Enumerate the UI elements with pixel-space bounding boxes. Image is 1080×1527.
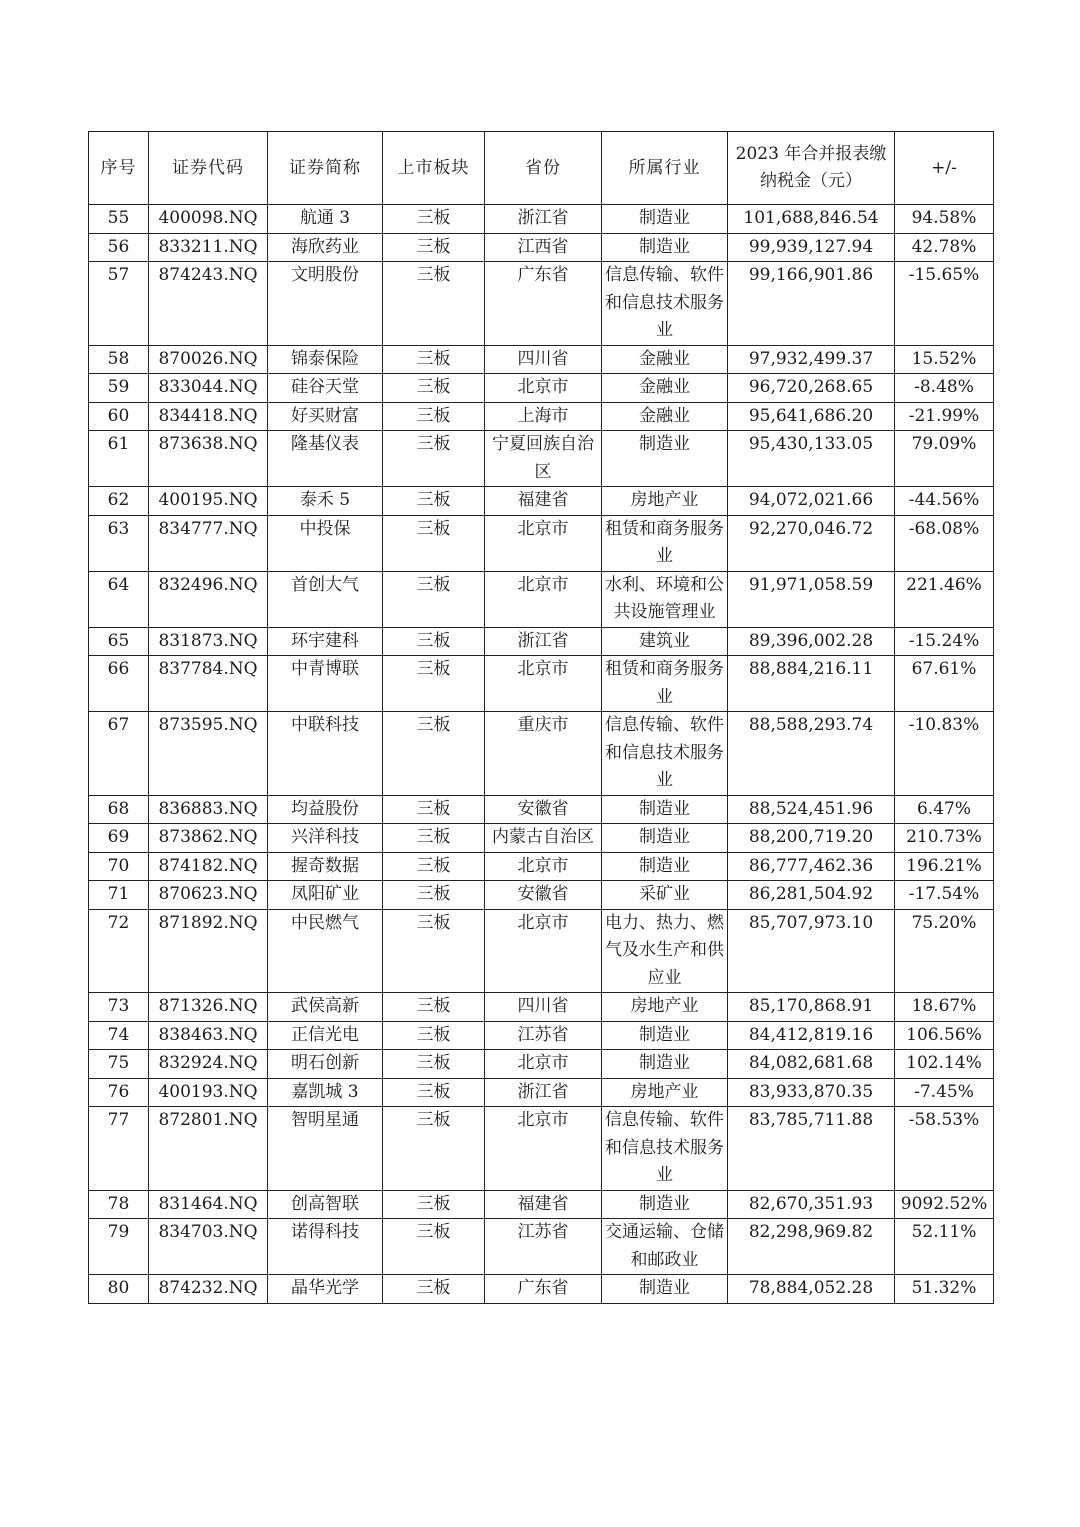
cell-province: 北京市 bbox=[485, 515, 602, 571]
cell-tax-amount: 82,670,351.93 bbox=[728, 1190, 895, 1219]
cell-board: 三板 bbox=[383, 1078, 485, 1107]
table-row bbox=[89, 233, 994, 262]
cell-tax-amount: 85,707,973.10 bbox=[728, 909, 895, 993]
cell-index: 72 bbox=[89, 909, 149, 993]
cell-board: 三板 bbox=[383, 881, 485, 910]
table-header bbox=[89, 132, 994, 205]
cell-industry: 房地产业 bbox=[602, 993, 728, 1022]
cell-code: 873638.NQ bbox=[149, 431, 268, 487]
table-row bbox=[89, 487, 994, 516]
cell-industry: 制造业 bbox=[602, 1275, 728, 1304]
cell-change: -44.56% bbox=[895, 487, 994, 516]
cell-code: 871892.NQ bbox=[149, 909, 268, 993]
cell-change: 67.61% bbox=[895, 656, 994, 712]
cell-tax-amount: 97,932,499.37 bbox=[728, 345, 895, 374]
cell-code: 870026.NQ bbox=[149, 345, 268, 374]
cell-province: 广东省 bbox=[485, 1275, 602, 1304]
cell-tax-amount: 85,170,868.91 bbox=[728, 993, 895, 1022]
cell-index: 68 bbox=[89, 795, 149, 824]
cell-tax-amount: 88,588,293.74 bbox=[728, 712, 895, 796]
cell-code: 400193.NQ bbox=[149, 1078, 268, 1107]
cell-province: 宁夏回族自治区 bbox=[485, 431, 602, 487]
cell-province: 内蒙古自治区 bbox=[485, 824, 602, 853]
cell-industry: 金融业 bbox=[602, 345, 728, 374]
table-row bbox=[89, 852, 994, 881]
cell-name: 智明星通 bbox=[268, 1107, 383, 1191]
cell-code: 832924.NQ bbox=[149, 1050, 268, 1079]
cell-code: 833044.NQ bbox=[149, 374, 268, 403]
cell-index: 76 bbox=[89, 1078, 149, 1107]
cell-change: 221.46% bbox=[895, 571, 994, 627]
cell-board: 三板 bbox=[383, 402, 485, 431]
table-row bbox=[89, 656, 994, 712]
cell-change: 94.58% bbox=[895, 205, 994, 234]
cell-name: 握奇数据 bbox=[268, 852, 383, 881]
table-row bbox=[89, 1021, 994, 1050]
cell-code: 837784.NQ bbox=[149, 656, 268, 712]
cell-board: 三板 bbox=[383, 1107, 485, 1191]
header-code: 证券代码 bbox=[149, 132, 268, 205]
cell-code: 874243.NQ bbox=[149, 262, 268, 346]
cell-change: -7.45% bbox=[895, 1078, 994, 1107]
cell-tax-amount: 99,166,901.86 bbox=[728, 262, 895, 346]
cell-code: 871326.NQ bbox=[149, 993, 268, 1022]
cell-name: 首创大气 bbox=[268, 571, 383, 627]
table-row bbox=[89, 1107, 994, 1191]
cell-board: 三板 bbox=[383, 824, 485, 853]
cell-tax-amount: 101,688,846.54 bbox=[728, 205, 895, 234]
cell-name: 中青博联 bbox=[268, 656, 383, 712]
cell-industry: 房地产业 bbox=[602, 487, 728, 516]
cell-code: 874232.NQ bbox=[149, 1275, 268, 1304]
cell-industry: 信息传输、软件和信息技术服务业 bbox=[602, 1107, 728, 1191]
cell-industry: 水利、环境和公共设施管理业 bbox=[602, 571, 728, 627]
table-row bbox=[89, 795, 994, 824]
cell-industry: 金融业 bbox=[602, 402, 728, 431]
cell-province: 浙江省 bbox=[485, 1078, 602, 1107]
cell-name: 海欣药业 bbox=[268, 233, 383, 262]
cell-code: 833211.NQ bbox=[149, 233, 268, 262]
cell-industry: 制造业 bbox=[602, 205, 728, 234]
cell-tax-amount: 78,884,052.28 bbox=[728, 1275, 895, 1304]
header-change: +/- bbox=[895, 132, 994, 205]
cell-industry: 制造业 bbox=[602, 1190, 728, 1219]
cell-industry: 建筑业 bbox=[602, 627, 728, 656]
cell-change: -68.08% bbox=[895, 515, 994, 571]
cell-province: 北京市 bbox=[485, 656, 602, 712]
cell-index: 65 bbox=[89, 627, 149, 656]
cell-name: 正信光电 bbox=[268, 1021, 383, 1050]
cell-name: 凤阳矿业 bbox=[268, 881, 383, 910]
cell-code: 834703.NQ bbox=[149, 1219, 268, 1275]
cell-province: 北京市 bbox=[485, 852, 602, 881]
cell-code: 834418.NQ bbox=[149, 402, 268, 431]
cell-province: 四川省 bbox=[485, 993, 602, 1022]
table-row bbox=[89, 374, 994, 403]
cell-industry: 金融业 bbox=[602, 374, 728, 403]
cell-change: 9092.52% bbox=[895, 1190, 994, 1219]
header-row bbox=[89, 132, 994, 205]
cell-board: 三板 bbox=[383, 627, 485, 656]
cell-name: 中投保 bbox=[268, 515, 383, 571]
table-row bbox=[89, 712, 994, 796]
cell-index: 56 bbox=[89, 233, 149, 262]
cell-name: 兴洋科技 bbox=[268, 824, 383, 853]
cell-change: 6.47% bbox=[895, 795, 994, 824]
cell-board: 三板 bbox=[383, 1219, 485, 1275]
cell-province: 广东省 bbox=[485, 262, 602, 346]
cell-code: 831873.NQ bbox=[149, 627, 268, 656]
cell-name: 隆基仪表 bbox=[268, 431, 383, 487]
cell-board: 三板 bbox=[383, 1190, 485, 1219]
header-tax-amount: 2023 年合并报表缴纳税金（元） bbox=[728, 132, 895, 205]
cell-board: 三板 bbox=[383, 431, 485, 487]
table-row bbox=[89, 1078, 994, 1107]
cell-code: 838463.NQ bbox=[149, 1021, 268, 1050]
cell-tax-amount: 84,082,681.68 bbox=[728, 1050, 895, 1079]
cell-name: 明石创新 bbox=[268, 1050, 383, 1079]
cell-province: 江苏省 bbox=[485, 1021, 602, 1050]
cell-board: 三板 bbox=[383, 795, 485, 824]
cell-change: -15.24% bbox=[895, 627, 994, 656]
cell-industry: 制造业 bbox=[602, 1021, 728, 1050]
cell-tax-amount: 88,200,719.20 bbox=[728, 824, 895, 853]
cell-province: 江苏省 bbox=[485, 1219, 602, 1275]
cell-province: 浙江省 bbox=[485, 627, 602, 656]
cell-board: 三板 bbox=[383, 656, 485, 712]
cell-industry: 租赁和商务服务业 bbox=[602, 656, 728, 712]
cell-tax-amount: 86,777,462.36 bbox=[728, 852, 895, 881]
cell-index: 66 bbox=[89, 656, 149, 712]
cell-tax-amount: 82,298,969.82 bbox=[728, 1219, 895, 1275]
cell-change: 52.11% bbox=[895, 1219, 994, 1275]
cell-index: 62 bbox=[89, 487, 149, 516]
cell-index: 74 bbox=[89, 1021, 149, 1050]
cell-change: -21.99% bbox=[895, 402, 994, 431]
cell-province: 上海市 bbox=[485, 402, 602, 431]
cell-change: -10.83% bbox=[895, 712, 994, 796]
cell-index: 59 bbox=[89, 374, 149, 403]
cell-name: 好买财富 bbox=[268, 402, 383, 431]
cell-index: 75 bbox=[89, 1050, 149, 1079]
cell-board: 三板 bbox=[383, 852, 485, 881]
cell-code: 834777.NQ bbox=[149, 515, 268, 571]
header-index: 序号 bbox=[89, 132, 149, 205]
cell-industry: 交通运输、仓储和邮政业 bbox=[602, 1219, 728, 1275]
cell-name: 航通 3 bbox=[268, 205, 383, 234]
cell-board: 三板 bbox=[383, 205, 485, 234]
cell-board: 三板 bbox=[383, 712, 485, 796]
cell-name: 创高智联 bbox=[268, 1190, 383, 1219]
cell-name: 诺得科技 bbox=[268, 1219, 383, 1275]
cell-name: 硅谷天堂 bbox=[268, 374, 383, 403]
cell-industry: 电力、热力、燃气及水生产和供应业 bbox=[602, 909, 728, 993]
cell-change: 106.56% bbox=[895, 1021, 994, 1050]
cell-index: 67 bbox=[89, 712, 149, 796]
cell-province: 福建省 bbox=[485, 487, 602, 516]
cell-index: 79 bbox=[89, 1219, 149, 1275]
cell-name: 晶华光学 bbox=[268, 1275, 383, 1304]
cell-change: 196.21% bbox=[895, 852, 994, 881]
cell-code: 873595.NQ bbox=[149, 712, 268, 796]
cell-name: 武侯高新 bbox=[268, 993, 383, 1022]
cell-index: 71 bbox=[89, 881, 149, 910]
cell-board: 三板 bbox=[383, 233, 485, 262]
cell-province: 四川省 bbox=[485, 345, 602, 374]
header-name: 证券简称 bbox=[268, 132, 383, 205]
cell-industry: 信息传输、软件和信息技术服务业 bbox=[602, 712, 728, 796]
cell-code: 870623.NQ bbox=[149, 881, 268, 910]
cell-tax-amount: 95,641,686.20 bbox=[728, 402, 895, 431]
cell-province: 安徽省 bbox=[485, 881, 602, 910]
cell-industry: 租赁和商务服务业 bbox=[602, 515, 728, 571]
cell-tax-amount: 95,430,133.05 bbox=[728, 431, 895, 487]
cell-board: 三板 bbox=[383, 345, 485, 374]
cell-code: 873862.NQ bbox=[149, 824, 268, 853]
cell-board: 三板 bbox=[383, 1050, 485, 1079]
table-row bbox=[89, 1219, 994, 1275]
cell-index: 64 bbox=[89, 571, 149, 627]
cell-change: 18.67% bbox=[895, 993, 994, 1022]
cell-tax-amount: 91,971,058.59 bbox=[728, 571, 895, 627]
cell-change: -58.53% bbox=[895, 1107, 994, 1191]
cell-tax-amount: 83,785,711.88 bbox=[728, 1107, 895, 1191]
header-industry: 所属行业 bbox=[602, 132, 728, 205]
cell-tax-amount: 86,281,504.92 bbox=[728, 881, 895, 910]
table-row bbox=[89, 431, 994, 487]
cell-tax-amount: 83,933,870.35 bbox=[728, 1078, 895, 1107]
cell-tax-amount: 99,939,127.94 bbox=[728, 233, 895, 262]
cell-index: 69 bbox=[89, 824, 149, 853]
cell-change: 15.52% bbox=[895, 345, 994, 374]
cell-code: 400098.NQ bbox=[149, 205, 268, 234]
table-row bbox=[89, 205, 994, 234]
cell-code: 872801.NQ bbox=[149, 1107, 268, 1191]
cell-board: 三板 bbox=[383, 571, 485, 627]
cell-industry: 制造业 bbox=[602, 852, 728, 881]
cell-board: 三板 bbox=[383, 487, 485, 516]
header-province: 省份 bbox=[485, 132, 602, 205]
cell-name: 环宇建科 bbox=[268, 627, 383, 656]
cell-code: 831464.NQ bbox=[149, 1190, 268, 1219]
cell-province: 北京市 bbox=[485, 1050, 602, 1079]
cell-change: 79.09% bbox=[895, 431, 994, 487]
cell-board: 三板 bbox=[383, 374, 485, 403]
cell-index: 73 bbox=[89, 993, 149, 1022]
table-row bbox=[89, 627, 994, 656]
cell-code: 400195.NQ bbox=[149, 487, 268, 516]
cell-industry: 房地产业 bbox=[602, 1078, 728, 1107]
cell-board: 三板 bbox=[383, 993, 485, 1022]
cell-change: 210.73% bbox=[895, 824, 994, 853]
cell-index: 57 bbox=[89, 262, 149, 346]
cell-industry: 采矿业 bbox=[602, 881, 728, 910]
table-row bbox=[89, 515, 994, 571]
cell-tax-amount: 89,396,002.28 bbox=[728, 627, 895, 656]
cell-name: 均益股份 bbox=[268, 795, 383, 824]
cell-province: 安徽省 bbox=[485, 795, 602, 824]
cell-name: 中民燃气 bbox=[268, 909, 383, 993]
cell-tax-amount: 88,884,216.11 bbox=[728, 656, 895, 712]
table-row bbox=[89, 345, 994, 374]
cell-index: 77 bbox=[89, 1107, 149, 1191]
cell-index: 58 bbox=[89, 345, 149, 374]
cell-index: 78 bbox=[89, 1190, 149, 1219]
cell-board: 三板 bbox=[383, 1275, 485, 1304]
cell-province: 浙江省 bbox=[485, 205, 602, 234]
cell-index: 80 bbox=[89, 1275, 149, 1304]
cell-index: 60 bbox=[89, 402, 149, 431]
cell-industry: 制造业 bbox=[602, 233, 728, 262]
table-row bbox=[89, 1275, 994, 1304]
tax-ranking-table bbox=[88, 131, 994, 1304]
cell-name: 文明股份 bbox=[268, 262, 383, 346]
cell-board: 三板 bbox=[383, 515, 485, 571]
table-row bbox=[89, 909, 994, 993]
cell-board: 三板 bbox=[383, 1021, 485, 1050]
cell-change: 102.14% bbox=[895, 1050, 994, 1079]
cell-code: 874182.NQ bbox=[149, 852, 268, 881]
cell-index: 61 bbox=[89, 431, 149, 487]
table-row bbox=[89, 824, 994, 853]
cell-name: 泰禾 5 bbox=[268, 487, 383, 516]
table-row bbox=[89, 262, 994, 346]
cell-province: 北京市 bbox=[485, 909, 602, 993]
cell-industry: 信息传输、软件和信息技术服务业 bbox=[602, 262, 728, 346]
cell-province: 北京市 bbox=[485, 374, 602, 403]
cell-change: -8.48% bbox=[895, 374, 994, 403]
cell-name: 中联科技 bbox=[268, 712, 383, 796]
table-row bbox=[89, 1190, 994, 1219]
header-board: 上市板块 bbox=[383, 132, 485, 205]
cell-index: 55 bbox=[89, 205, 149, 234]
cell-code: 836883.NQ bbox=[149, 795, 268, 824]
cell-industry: 制造业 bbox=[602, 795, 728, 824]
cell-industry: 制造业 bbox=[602, 1050, 728, 1079]
cell-change: -17.54% bbox=[895, 881, 994, 910]
cell-province: 重庆市 bbox=[485, 712, 602, 796]
table-row bbox=[89, 993, 994, 1022]
cell-tax-amount: 94,072,021.66 bbox=[728, 487, 895, 516]
cell-province: 北京市 bbox=[485, 571, 602, 627]
cell-province: 北京市 bbox=[485, 1107, 602, 1191]
cell-change: -15.65% bbox=[895, 262, 994, 346]
cell-province: 江西省 bbox=[485, 233, 602, 262]
cell-province: 福建省 bbox=[485, 1190, 602, 1219]
table-row bbox=[89, 571, 994, 627]
cell-index: 63 bbox=[89, 515, 149, 571]
cell-tax-amount: 88,524,451.96 bbox=[728, 795, 895, 824]
cell-name: 嘉凯城 3 bbox=[268, 1078, 383, 1107]
cell-board: 三板 bbox=[383, 262, 485, 346]
cell-industry: 制造业 bbox=[602, 431, 728, 487]
cell-tax-amount: 84,412,819.16 bbox=[728, 1021, 895, 1050]
cell-code: 832496.NQ bbox=[149, 571, 268, 627]
cell-change: 75.20% bbox=[895, 909, 994, 993]
cell-board: 三板 bbox=[383, 909, 485, 993]
table-row bbox=[89, 881, 994, 910]
cell-tax-amount: 96,720,268.65 bbox=[728, 374, 895, 403]
table-body bbox=[89, 205, 994, 1304]
cell-change: 42.78% bbox=[895, 233, 994, 262]
table-row bbox=[89, 1050, 994, 1079]
cell-name: 锦泰保险 bbox=[268, 345, 383, 374]
cell-tax-amount: 92,270,046.72 bbox=[728, 515, 895, 571]
table-row bbox=[89, 402, 994, 431]
cell-industry: 制造业 bbox=[602, 824, 728, 853]
cell-change: 51.32% bbox=[895, 1275, 994, 1304]
cell-index: 70 bbox=[89, 852, 149, 881]
